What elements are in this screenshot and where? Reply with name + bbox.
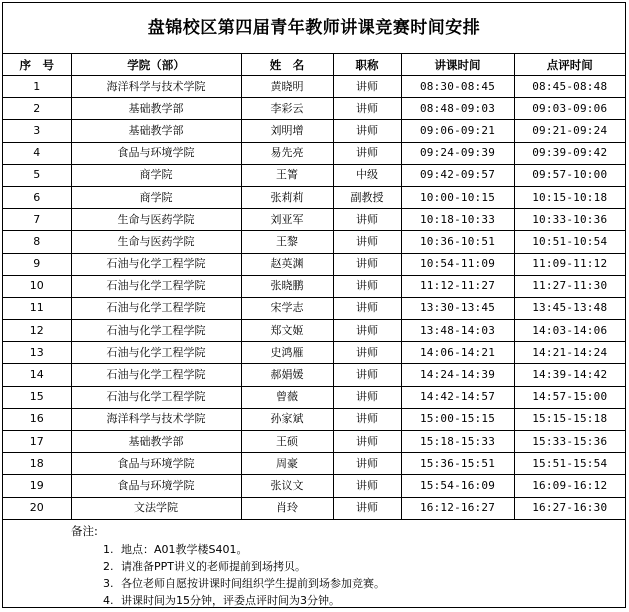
schedule-table bbox=[3, 54, 625, 520]
cell-college: 基础教学部 bbox=[71, 431, 241, 453]
cell-college: 石油与化学工程学院 bbox=[71, 297, 241, 319]
cell-lecture-time: 15:54-16:09 bbox=[401, 475, 514, 497]
cell-review-time: 14:03-14:06 bbox=[514, 320, 625, 342]
col-header-lecture-time: 讲课时间 bbox=[401, 54, 514, 76]
cell-teacher-name: 王硕 bbox=[241, 431, 333, 453]
cell-review-time: 14:57-15:00 bbox=[514, 386, 625, 408]
cell-review-time: 14:39-14:42 bbox=[514, 364, 625, 386]
table-row bbox=[3, 209, 625, 231]
cell-college: 基础教学部 bbox=[71, 98, 241, 120]
cell-college: 石油与化学工程学院 bbox=[71, 386, 241, 408]
cell-rank: 讲师 bbox=[333, 453, 401, 475]
note-number: 1. bbox=[103, 543, 114, 556]
table-row bbox=[3, 120, 625, 142]
cell-college: 商学院 bbox=[71, 164, 241, 186]
cell-rank: 讲师 bbox=[333, 386, 401, 408]
cell-lecture-time: 14:24-14:39 bbox=[401, 364, 514, 386]
cell-teacher-name: 王黎 bbox=[241, 231, 333, 253]
cell-teacher-name: 周豪 bbox=[241, 453, 333, 475]
cell-review-time: 15:15-15:18 bbox=[514, 408, 625, 430]
cell-lecture-time: 10:36-10:51 bbox=[401, 231, 514, 253]
cell-college: 海洋科学与技术学院 bbox=[71, 408, 241, 430]
cell-number: 17 bbox=[3, 431, 71, 453]
cell-lecture-time: 10:54-11:09 bbox=[401, 253, 514, 275]
cell-review-time: 09:03-09:06 bbox=[514, 98, 625, 120]
note-number: 4. bbox=[103, 594, 114, 607]
cell-teacher-name: 宋学志 bbox=[241, 297, 333, 319]
note-item bbox=[103, 541, 248, 557]
cell-teacher-name: 郑文姬 bbox=[241, 320, 333, 342]
cell-lecture-time: 09:42-09:57 bbox=[401, 164, 514, 186]
cell-college: 石油与化学工程学院 bbox=[71, 364, 241, 386]
cell-number: 8 bbox=[3, 231, 71, 253]
cell-lecture-time: 09:24-09:39 bbox=[401, 142, 514, 164]
cell-lecture-time: 14:42-14:57 bbox=[401, 386, 514, 408]
cell-lecture-time: 11:12-11:27 bbox=[401, 275, 514, 297]
col-header-number: 序 号 bbox=[3, 54, 71, 76]
cell-review-time: 10:51-10:54 bbox=[514, 231, 625, 253]
cell-rank: 讲师 bbox=[333, 142, 401, 164]
cell-review-time: 11:09-11:12 bbox=[514, 253, 625, 275]
cell-teacher-name: 刘明增 bbox=[241, 120, 333, 142]
cell-review-time: 16:09-16:12 bbox=[514, 475, 625, 497]
cell-rank: 讲师 bbox=[333, 497, 401, 519]
cell-review-time: 09:39-09:42 bbox=[514, 142, 625, 164]
table-row bbox=[3, 453, 625, 475]
table-row bbox=[3, 76, 625, 98]
cell-college: 海洋科学与技术学院 bbox=[71, 76, 241, 98]
table-row bbox=[3, 164, 625, 186]
cell-number: 1 bbox=[3, 76, 71, 98]
note-number: 3. bbox=[103, 577, 114, 590]
table-row bbox=[3, 142, 625, 164]
cell-review-time: 10:15-10:18 bbox=[514, 186, 625, 208]
cell-review-time: 09:57-10:00 bbox=[514, 164, 625, 186]
table-row bbox=[3, 275, 625, 297]
cell-number: 19 bbox=[3, 475, 71, 497]
cell-review-time: 14:21-14:24 bbox=[514, 342, 625, 364]
cell-teacher-name: 张晓鹏 bbox=[241, 275, 333, 297]
cell-teacher-name: 王箐 bbox=[241, 164, 333, 186]
cell-teacher-name: 张议文 bbox=[241, 475, 333, 497]
cell-college: 生命与医药学院 bbox=[71, 209, 241, 231]
cell-number: 3 bbox=[3, 120, 71, 142]
col-header-college: 学院（部） bbox=[71, 54, 241, 76]
cell-rank: 讲师 bbox=[333, 297, 401, 319]
cell-college: 石油与化学工程学院 bbox=[71, 275, 241, 297]
table-row bbox=[3, 364, 625, 386]
note-item bbox=[103, 575, 385, 591]
cell-college: 生命与医药学院 bbox=[71, 231, 241, 253]
cell-number: 15 bbox=[3, 386, 71, 408]
cell-rank: 讲师 bbox=[333, 475, 401, 497]
cell-teacher-name: 史鸿雁 bbox=[241, 342, 333, 364]
note-item bbox=[103, 558, 306, 574]
table-row bbox=[3, 408, 625, 430]
cell-review-time: 11:27-11:30 bbox=[514, 275, 625, 297]
cell-number: 9 bbox=[3, 253, 71, 275]
cell-number: 14 bbox=[3, 364, 71, 386]
cell-lecture-time: 15:18-15:33 bbox=[401, 431, 514, 453]
cell-lecture-time: 14:06-14:21 bbox=[401, 342, 514, 364]
cell-number: 7 bbox=[3, 209, 71, 231]
col-header-review-time: 点评时间 bbox=[514, 54, 625, 76]
cell-teacher-name: 孙家斌 bbox=[241, 408, 333, 430]
note-number: 2. bbox=[103, 560, 114, 573]
cell-lecture-time: 15:36-15:51 bbox=[401, 453, 514, 475]
cell-college: 文法学院 bbox=[71, 497, 241, 519]
page-title: 盘锦校区第四届青年教师讲课竞赛时间安排 bbox=[3, 3, 625, 54]
note-item bbox=[103, 592, 340, 608]
cell-review-time: 16:27-16:30 bbox=[514, 497, 625, 519]
cell-teacher-name: 张莉莉 bbox=[241, 186, 333, 208]
cell-review-time: 10:33-10:36 bbox=[514, 209, 625, 231]
table-row bbox=[3, 320, 625, 342]
note-text: 请准备PPT讲义的老师提前到场拷贝。 bbox=[121, 560, 306, 573]
cell-teacher-name: 刘亚军 bbox=[241, 209, 333, 231]
cell-teacher-name: 易先亮 bbox=[241, 142, 333, 164]
schedule-sheet bbox=[2, 2, 626, 608]
cell-rank: 讲师 bbox=[333, 320, 401, 342]
cell-lecture-time: 08:30-08:45 bbox=[401, 76, 514, 98]
cell-college: 食品与环境学院 bbox=[71, 142, 241, 164]
cell-lecture-time: 10:00-10:15 bbox=[401, 186, 514, 208]
cell-rank: 讲师 bbox=[333, 275, 401, 297]
cell-number: 10 bbox=[3, 275, 71, 297]
cell-number: 16 bbox=[3, 408, 71, 430]
cell-lecture-time: 16:12-16:27 bbox=[401, 497, 514, 519]
cell-rank: 讲师 bbox=[333, 76, 401, 98]
note-text: 讲课时间为15分钟，评委点评时间为3分钟。 bbox=[121, 594, 340, 607]
note-text: 地点：A01教学楼S401。 bbox=[121, 543, 248, 556]
cell-number: 13 bbox=[3, 342, 71, 364]
cell-lecture-time: 13:48-14:03 bbox=[401, 320, 514, 342]
cell-rank: 讲师 bbox=[333, 364, 401, 386]
cell-rank: 副教授 bbox=[333, 186, 401, 208]
table-row bbox=[3, 431, 625, 453]
cell-teacher-name: 曾薇 bbox=[241, 386, 333, 408]
cell-review-time: 09:21-09:24 bbox=[514, 120, 625, 142]
cell-number: 12 bbox=[3, 320, 71, 342]
table-row bbox=[3, 497, 625, 519]
col-header-rank: 职称 bbox=[333, 54, 401, 76]
cell-college: 食品与环境学院 bbox=[71, 475, 241, 497]
cell-teacher-name: 李彩云 bbox=[241, 98, 333, 120]
cell-college: 石油与化学工程学院 bbox=[71, 253, 241, 275]
note-text: 各位老师自愿按讲课时间组织学生提前到场参加竞赛。 bbox=[121, 577, 385, 590]
cell-review-time: 15:33-15:36 bbox=[514, 431, 625, 453]
table-row bbox=[3, 475, 625, 497]
cell-review-time: 15:51-15:54 bbox=[514, 453, 625, 475]
cell-rank: 讲师 bbox=[333, 231, 401, 253]
cell-teacher-name: 黄晓明 bbox=[241, 76, 333, 98]
cell-rank: 讲师 bbox=[333, 120, 401, 142]
notes-title: 备注: bbox=[71, 524, 98, 538]
cell-college: 基础教学部 bbox=[71, 120, 241, 142]
cell-teacher-name: 肖玲 bbox=[241, 497, 333, 519]
cell-review-time: 13:45-13:48 bbox=[514, 297, 625, 319]
table-row bbox=[3, 98, 625, 120]
cell-number: 20 bbox=[3, 497, 71, 519]
table-row bbox=[3, 386, 625, 408]
cell-rank: 讲师 bbox=[333, 408, 401, 430]
cell-rank: 讲师 bbox=[333, 98, 401, 120]
cell-rank: 讲师 bbox=[333, 431, 401, 453]
cell-college: 商学院 bbox=[71, 186, 241, 208]
col-header-name: 姓 名 bbox=[241, 54, 333, 76]
cell-college: 石油与化学工程学院 bbox=[71, 320, 241, 342]
cell-rank: 讲师 bbox=[333, 253, 401, 275]
table-row bbox=[3, 297, 625, 319]
cell-rank: 讲师 bbox=[333, 342, 401, 364]
cell-teacher-name: 赵英渊 bbox=[241, 253, 333, 275]
cell-number: 2 bbox=[3, 98, 71, 120]
cell-review-time: 08:45-08:48 bbox=[514, 76, 625, 98]
cell-college: 食品与环境学院 bbox=[71, 453, 241, 475]
table-row bbox=[3, 186, 625, 208]
cell-number: 11 bbox=[3, 297, 71, 319]
cell-number: 18 bbox=[3, 453, 71, 475]
table-row bbox=[3, 342, 625, 364]
cell-lecture-time: 09:06-09:21 bbox=[401, 120, 514, 142]
cell-lecture-time: 08:48-09:03 bbox=[401, 98, 514, 120]
cell-lecture-time: 13:30-13:45 bbox=[401, 297, 514, 319]
cell-lecture-time: 15:00-15:15 bbox=[401, 408, 514, 430]
cell-number: 6 bbox=[3, 186, 71, 208]
cell-college: 石油与化学工程学院 bbox=[71, 342, 241, 364]
cell-teacher-name: 郝娟媛 bbox=[241, 364, 333, 386]
cell-rank: 讲师 bbox=[333, 209, 401, 231]
table-row bbox=[3, 253, 625, 275]
header-row bbox=[3, 54, 625, 76]
cell-rank: 中级 bbox=[333, 164, 401, 186]
cell-number: 5 bbox=[3, 164, 71, 186]
table-row bbox=[3, 231, 625, 253]
cell-lecture-time: 10:18-10:33 bbox=[401, 209, 514, 231]
cell-number: 4 bbox=[3, 142, 71, 164]
